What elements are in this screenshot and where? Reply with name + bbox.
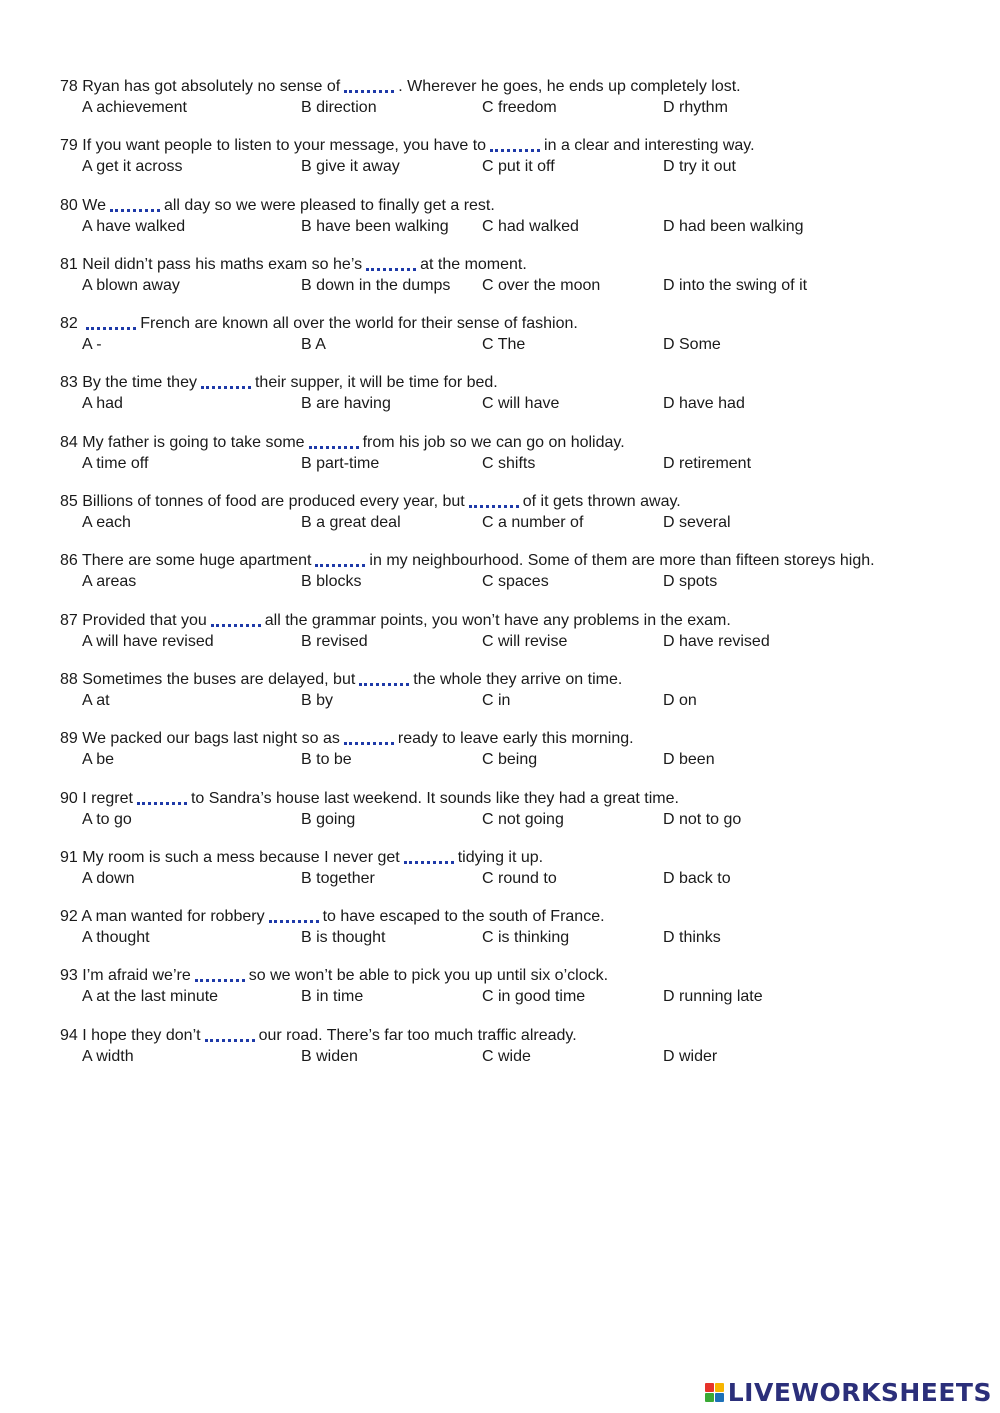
stem-text-before: Neil didn’t pass his maths exam so he’s — [82, 255, 363, 273]
option-b: B a great deal — [301, 514, 401, 532]
question-number: 82 — [60, 315, 78, 333]
question-number: 88 — [60, 670, 78, 688]
stem-text-after: in my neighbourhood. Some of them are more than fifteen storeys high. — [369, 552, 875, 570]
question-number: 86 — [60, 552, 78, 570]
stem-text-after: all day so we were pleased to finally get a rest. — [163, 196, 495, 214]
option-a: A each — [82, 514, 131, 532]
stem-text-after: all the grammar points, you won’t have any problems in the exam. — [264, 611, 731, 629]
stem-text-before: My room is such a mess because I never get — [82, 848, 400, 866]
option-b: B by — [301, 691, 334, 709]
question-79 — [60, 135, 960, 194]
answer-options — [60, 393, 960, 414]
answer-options — [60, 216, 960, 237]
question-82 — [60, 313, 960, 372]
answer-blank[interactable] — [469, 493, 519, 508]
answer-blank[interactable] — [269, 908, 319, 923]
stem-text-before: Ryan has got absolutely no sense of — [82, 78, 341, 95]
stem-text-after: to Sandra’s house last weekend. It sounds like they had a great time. — [190, 789, 679, 807]
answer-options — [60, 749, 960, 770]
option-c: C a number of — [482, 514, 584, 532]
answer-options — [60, 927, 960, 948]
option-d: D rhythm — [663, 99, 728, 116]
question-number: 93 — [60, 967, 78, 985]
answer-options — [60, 97, 960, 118]
question-91 — [60, 847, 960, 906]
option-a: A had — [82, 395, 123, 413]
stem-text-before: We — [82, 196, 106, 214]
question-number: 83 — [60, 374, 78, 392]
stem-text-before: My father is going to take some — [82, 433, 305, 451]
option-d: D into the swing of it — [663, 276, 808, 294]
question-number: 94 — [60, 1026, 78, 1044]
stem-text-after: the whole they arrive on time. — [413, 670, 623, 688]
question-stem — [60, 788, 960, 809]
question-86 — [60, 550, 960, 609]
option-c: C wide — [482, 1047, 531, 1065]
stem-text-before: We packed our bags last night so as — [82, 730, 340, 748]
stem-text-before: I hope they don’t — [82, 1026, 201, 1044]
option-c: C will have — [482, 395, 560, 413]
question-93 — [60, 965, 960, 1024]
stem-text-before: I’m afraid we’re — [82, 967, 191, 985]
question-94 — [60, 1025, 960, 1084]
stem-text-after: so we won’t be able to pick you up until six o’clock. — [248, 967, 609, 985]
brand-text: LIVEWORKSHEETS — [727, 1378, 992, 1407]
answer-blank[interactable] — [344, 730, 394, 745]
question-number: 80 — [60, 196, 78, 214]
question-85 — [60, 491, 960, 550]
question-number: 79 — [60, 137, 78, 155]
question-stem — [60, 135, 960, 156]
stem-text-before: A man wanted for robbery — [81, 908, 265, 926]
option-a: A at the last minute — [82, 988, 219, 1006]
answer-blank[interactable] — [309, 434, 359, 449]
footer-logo — [705, 1378, 992, 1407]
stem-text-after: to have escaped to the south of France. — [322, 908, 605, 926]
question-78 — [60, 76, 960, 135]
option-c: C round to — [482, 869, 557, 887]
question-stem — [60, 728, 960, 749]
option-c: C had walked — [482, 217, 579, 235]
option-d: D on — [663, 691, 697, 709]
option-b: B is thought — [301, 929, 386, 947]
stem-text-before: By the time they — [82, 374, 197, 392]
option-d: D thinks — [663, 929, 721, 947]
question-87 — [60, 610, 960, 669]
option-b: B going — [301, 810, 356, 828]
stem-text-before: Sometimes the buses are delayed, but — [82, 670, 356, 688]
stem-text-before: Billions of tonnes of food are produced every year, but — [82, 493, 465, 511]
option-a: A to go — [82, 810, 132, 828]
question-stem — [60, 76, 960, 97]
option-a: A areas — [82, 573, 137, 591]
option-b: B widen — [301, 1047, 358, 1065]
question-stem — [60, 669, 960, 690]
question-stem — [60, 1025, 960, 1046]
question-stem — [60, 965, 960, 986]
option-d: D try it out — [663, 158, 736, 176]
answer-options — [60, 809, 960, 830]
option-c: C spaces — [482, 573, 549, 591]
answer-options — [60, 868, 960, 889]
question-92 — [60, 906, 960, 965]
option-a: A will have revised — [82, 632, 214, 650]
question-number: 85 — [60, 493, 78, 511]
option-b: B direction — [301, 99, 377, 116]
answer-blank[interactable] — [86, 315, 136, 330]
answer-options — [60, 986, 960, 1007]
question-number: 87 — [60, 611, 78, 629]
liveworksheets-logo-icon — [705, 1383, 724, 1402]
answer-options — [60, 512, 960, 533]
answer-blank[interactable] — [344, 78, 394, 93]
answer-blank[interactable] — [211, 612, 261, 627]
option-a: A thought — [82, 929, 150, 947]
stem-text-after: from his job so we can go on holiday. — [362, 433, 625, 451]
option-c: C in — [482, 691, 511, 709]
answer-options — [60, 690, 960, 711]
option-b: B revised — [301, 632, 368, 650]
option-c: C shifts — [482, 454, 536, 472]
option-b: B in time — [301, 988, 364, 1006]
question-stem — [60, 372, 960, 393]
option-b: B to be — [301, 751, 352, 769]
option-b: B give it away — [301, 158, 400, 176]
answer-blank[interactable] — [359, 671, 409, 686]
answer-blank[interactable] — [490, 137, 540, 152]
option-a: A - — [82, 336, 102, 354]
question-90 — [60, 788, 960, 847]
question-stem — [60, 906, 960, 927]
option-b: B down in the dumps — [301, 276, 451, 294]
option-a: A have walked — [82, 217, 186, 235]
answer-blank[interactable] — [404, 849, 454, 864]
option-d: D several — [663, 514, 731, 532]
option-a: A be — [82, 751, 115, 769]
answer-blank[interactable] — [315, 552, 365, 567]
option-d: D have had — [663, 395, 745, 413]
question-stem — [60, 195, 960, 216]
option-b: B part-time — [301, 454, 380, 472]
question-88 — [60, 669, 960, 728]
question-stem — [60, 491, 960, 512]
option-d: D had been walking — [663, 217, 804, 235]
stem-text-after: their supper, it will be time for bed. — [254, 374, 498, 392]
answer-blank[interactable] — [137, 790, 187, 805]
answer-options — [60, 156, 960, 177]
option-d: D spots — [663, 573, 718, 591]
answer-blank[interactable] — [195, 967, 245, 982]
option-d: D wider — [663, 1047, 718, 1065]
answer-options — [60, 571, 960, 592]
answer-options — [60, 334, 960, 355]
stem-text-after: . Wherever he goes, he ends up completely lost. — [398, 78, 741, 95]
option-c: C freedom — [482, 99, 557, 116]
answer-blank[interactable] — [110, 197, 160, 212]
question-80 — [60, 195, 960, 254]
option-c: C will revise — [482, 632, 568, 650]
question-number: 84 — [60, 433, 78, 451]
stem-text-before: Provided that you — [82, 611, 207, 629]
option-a: A width — [82, 1047, 134, 1065]
option-a: A time off — [82, 454, 149, 472]
question-stem — [60, 313, 960, 334]
option-b: B blocks — [301, 573, 362, 591]
stem-text-after: ready to leave early this morning. — [397, 730, 634, 748]
option-d: D not to go — [663, 810, 742, 828]
question-number: 78 — [60, 78, 78, 95]
answer-blank[interactable] — [201, 374, 251, 389]
option-b: B are having — [301, 395, 391, 413]
question-stem — [60, 610, 960, 631]
option-d: D back to — [663, 869, 731, 887]
option-d: D running late — [663, 988, 763, 1006]
stem-text-before: I regret — [82, 789, 133, 807]
answer-options — [60, 631, 960, 652]
question-number: 89 — [60, 730, 78, 748]
option-b: B together — [301, 869, 375, 887]
question-stem — [60, 550, 960, 571]
question-84 — [60, 432, 960, 491]
option-b: B have been walking — [301, 217, 449, 235]
option-c: C is thinking — [482, 929, 570, 947]
answer-blank[interactable] — [366, 256, 416, 271]
option-c: C in good time — [482, 988, 586, 1006]
option-c: C put it off — [482, 158, 555, 176]
stem-text-after: French are known all over the world for their sense of fashion. — [140, 315, 578, 333]
answer-options — [60, 453, 960, 474]
option-a: A achievement — [82, 99, 187, 116]
question-number: 81 — [60, 255, 78, 273]
stem-text-after: at the moment. — [420, 255, 527, 273]
stem-text-after: our road. There’s far too much traffic already. — [258, 1026, 577, 1044]
option-a: A get it across — [82, 158, 183, 176]
option-c: C being — [482, 751, 538, 769]
option-c: C over the moon — [482, 276, 601, 294]
stem-text-after: tidying it up. — [457, 848, 544, 866]
answer-options — [60, 275, 960, 296]
option-a: A blown away — [82, 276, 180, 294]
option-b: B A — [301, 336, 326, 354]
question-stem — [60, 847, 960, 868]
question-number: 91 — [60, 848, 78, 866]
question-83 — [60, 372, 960, 431]
option-d: D Some — [663, 336, 721, 354]
answer-blank[interactable] — [205, 1027, 255, 1042]
option-d: D been — [663, 751, 715, 769]
question-81 — [60, 254, 960, 313]
stem-text-after: in a clear and interesting way. — [544, 137, 755, 155]
option-d: D retirement — [663, 454, 752, 472]
option-c: C not going — [482, 810, 564, 828]
option-d: D have revised — [663, 632, 770, 650]
question-stem — [60, 254, 960, 275]
question-number: 92 — [60, 908, 78, 926]
option-c: C The — [482, 336, 526, 354]
stem-text-before: There are some huge apartment — [81, 552, 312, 570]
option-a: A down — [82, 869, 135, 887]
option-a: A at — [82, 691, 110, 709]
worksheet — [60, 76, 960, 1084]
question-89 — [60, 728, 960, 787]
question-stem — [60, 432, 960, 453]
stem-text-after: of it gets thrown away. — [522, 493, 681, 511]
answer-options — [60, 1046, 960, 1067]
question-number: 90 — [60, 789, 78, 807]
stem-text-before: If you want people to listen to your message, you have to — [82, 137, 487, 155]
